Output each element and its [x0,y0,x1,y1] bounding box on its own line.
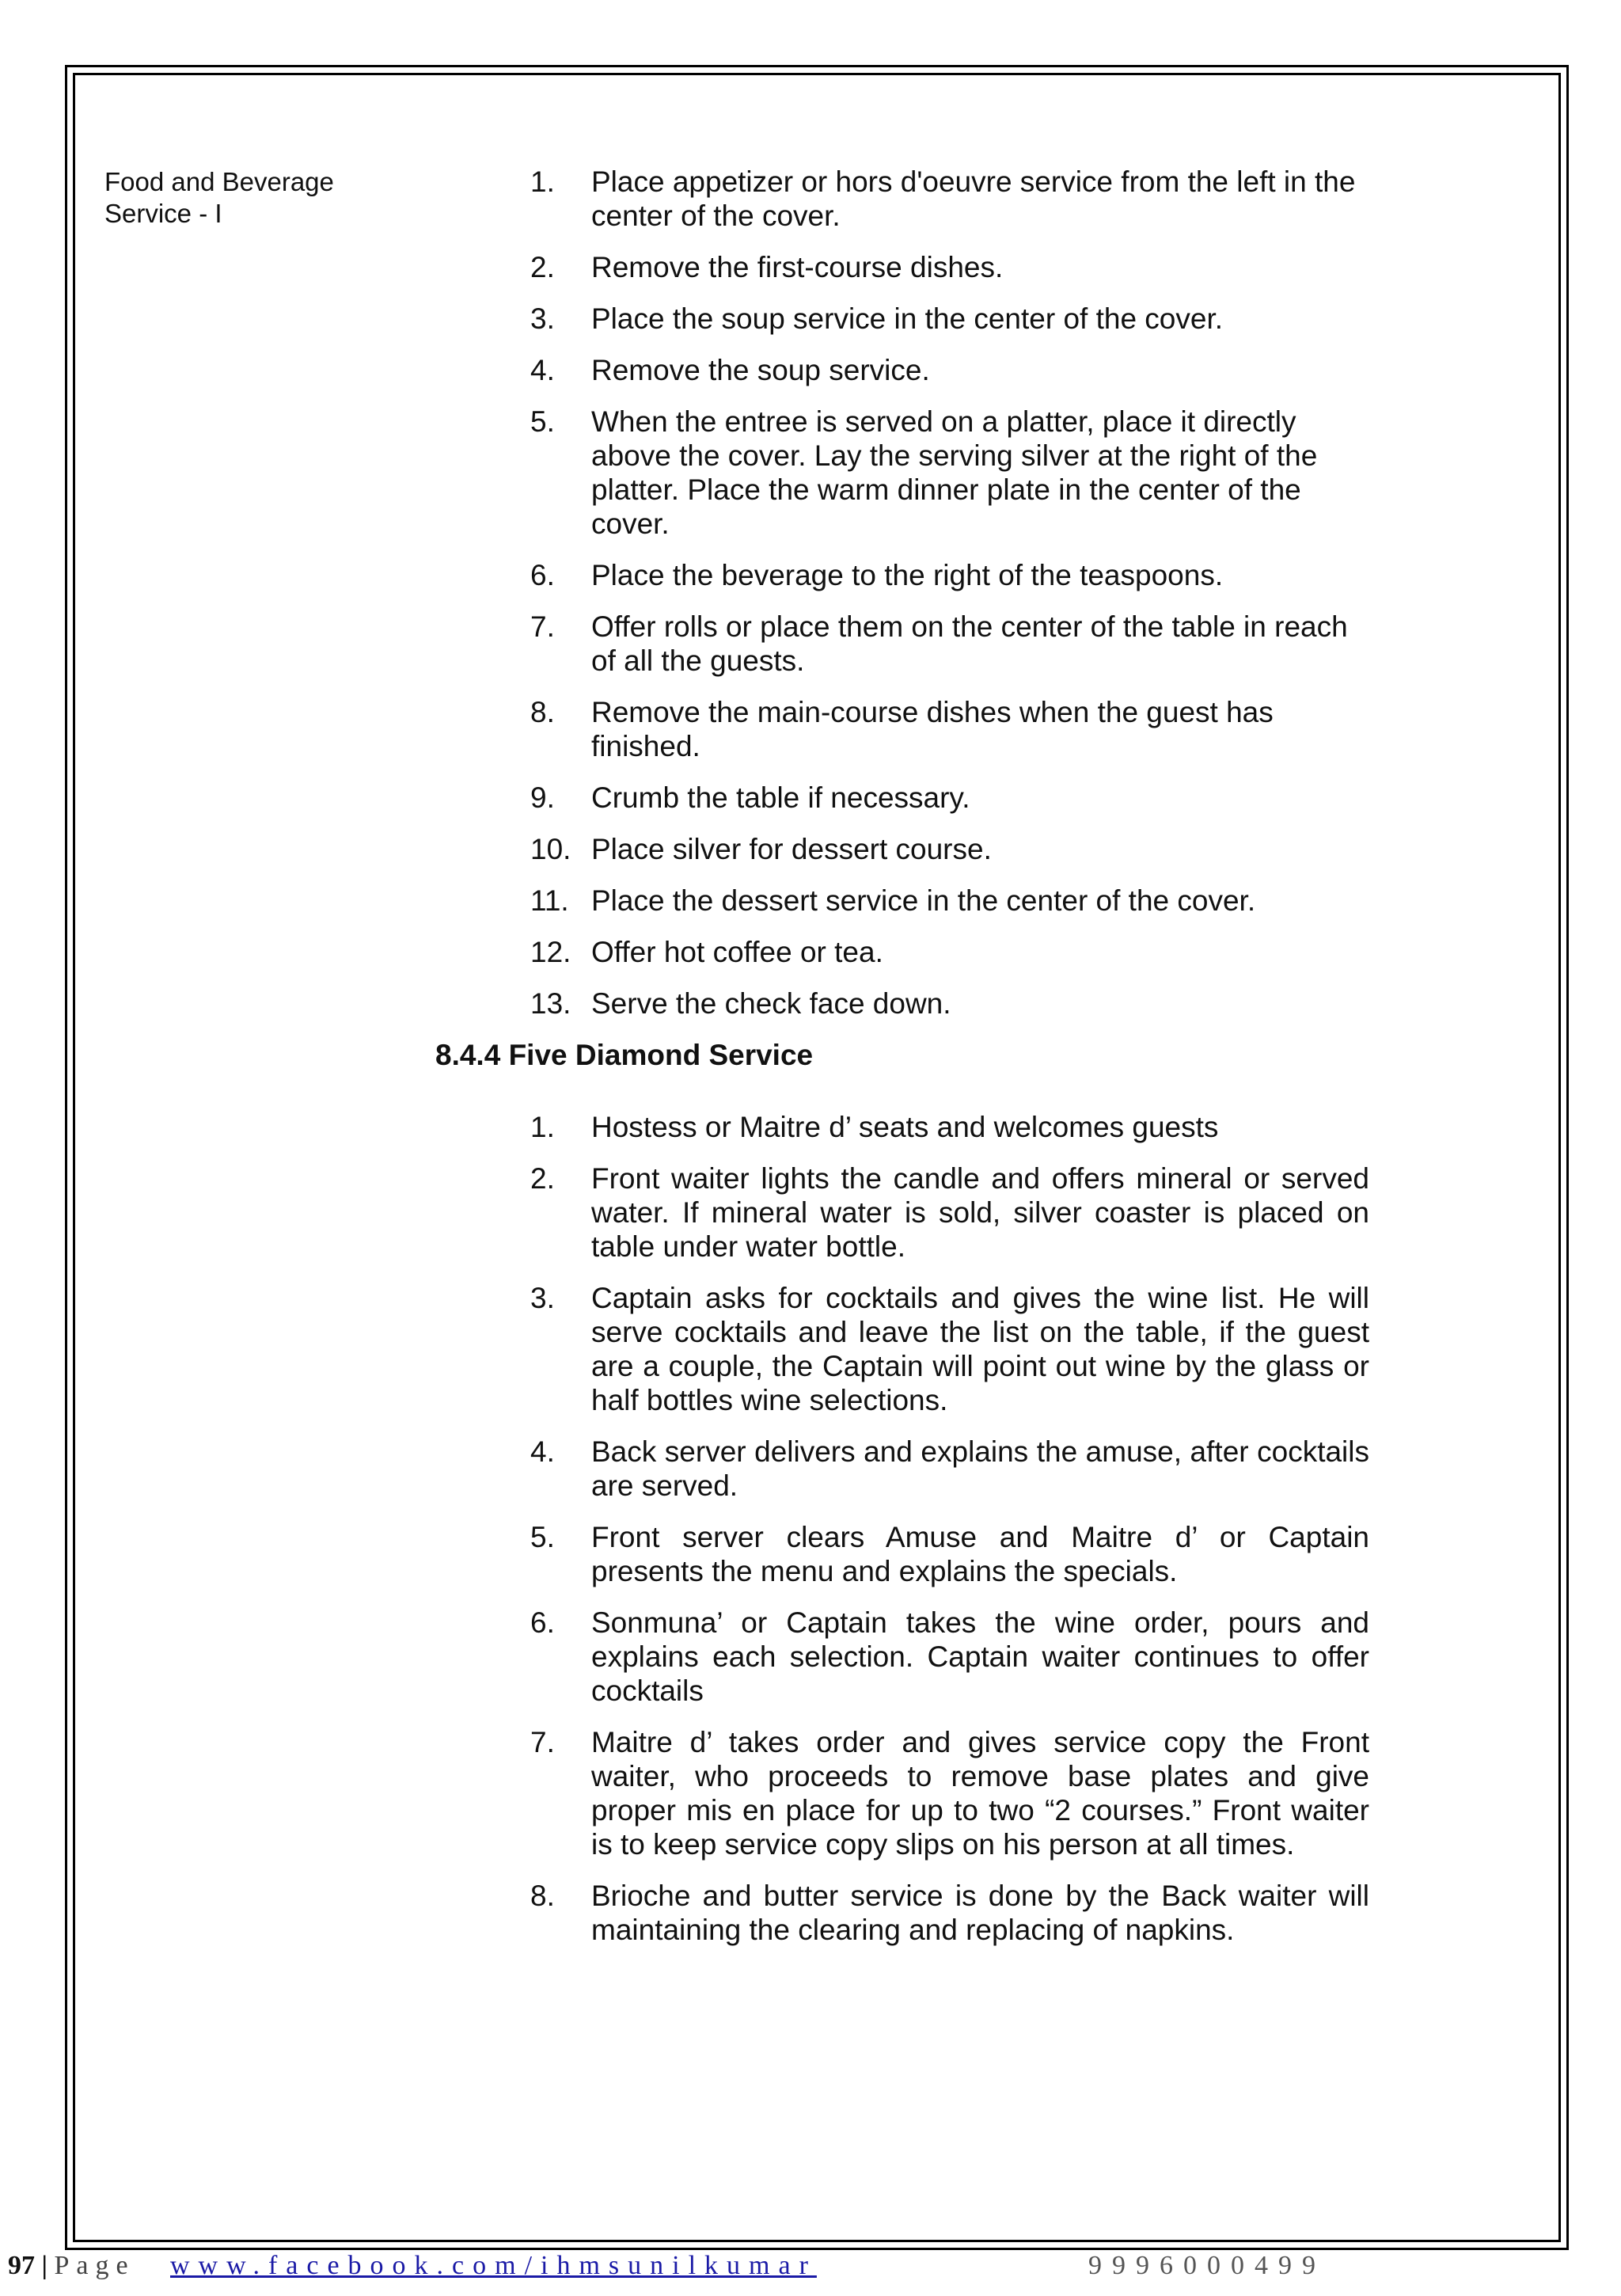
list-item-number: 8. [530,696,555,728]
list-item [435,558,1369,592]
list-item-text: Hostess or Maitre d’ seats and welcomes guests [591,1111,1219,1143]
list-item-number: 2. [530,1162,555,1195]
list-item-text: Maitre d’ takes order and gives service copy the Front waiter, who proceeds to remove base plates and give proper mis en place for up to two “2 courses.” Front waiter is to keep service copy slips on his person at all times. [591,1726,1369,1861]
list-item [435,1725,1369,1861]
service-steps-list [435,165,1369,1021]
list-item [435,405,1369,541]
list-item [435,250,1369,284]
running-header-line-1: Food and Beverage [104,167,334,196]
list-item [435,986,1369,1021]
running-header [104,166,334,230]
phone-number: 9996000499 [1088,2251,1326,2280]
list-item [435,302,1369,336]
list-item-text: Back server delivers and explains the amuse, after cocktails are served. [591,1435,1369,1502]
list-item-number: 4. [530,1435,555,1468]
list-item-number: 4. [530,354,555,386]
list-item [435,1281,1369,1417]
list-item [435,1879,1369,1947]
list-item-number: 11. [530,884,569,917]
list-item-text: Remove the soup service. [591,354,930,386]
list-item-text: Remove the main-course dishes when the guest has finished. [591,696,1274,762]
list-item-number: 5. [530,405,555,438]
main-content [435,165,1369,1964]
page-number: 97 [8,2251,35,2280]
list-item-text: Crumb the table if necessary. [591,781,970,814]
list-item-number: 3. [530,302,555,335]
list-item [435,1110,1369,1144]
list-item-number: 2. [530,251,555,283]
list-item-text: Place the beverage to the right of the teaspoons. [591,559,1224,591]
list-item-text: Place the soup service in the center of the cover. [591,302,1224,335]
list-item-text: Place appetizer or hors d'oeuvre service from the left in the center of the cover. [591,165,1356,232]
list-item [435,1606,1369,1708]
list-item-number: 6. [530,1606,555,1639]
list-item-text: Front server clears Amuse and Maitre d’ or Captain presents the menu and explains the specials. [591,1521,1369,1587]
page-label: Page [54,2251,135,2280]
list-item-text: Place silver for dessert course. [591,833,992,865]
list-item [435,165,1369,233]
page-footer [8,2247,1607,2285]
list-item [435,610,1369,678]
facebook-link[interactable]: www.facebook.com/ihmsunilkumar [170,2251,817,2280]
list-item-text: Remove the first-course dishes. [591,251,1004,283]
list-item-number: 6. [530,559,555,591]
list-item-number: 12. [530,936,571,968]
list-item-number: 1. [530,165,555,198]
list-item-number: 1. [530,1111,555,1143]
list-item [435,935,1369,969]
list-item [435,1161,1369,1264]
list-item [435,695,1369,763]
list-item-number: 10. [530,833,571,865]
list-item-text: Place the dessert service in the center of the cover. [591,884,1256,917]
list-item-text: Offer hot coffee or tea. [591,936,883,968]
list-item [435,1435,1369,1503]
list-item-text: Serve the check face down. [591,987,951,1020]
list-item-number: 13. [530,987,571,1020]
list-item [435,1520,1369,1588]
list-item-number: 3. [530,1282,555,1314]
list-item [435,832,1369,866]
list-item [435,353,1369,387]
footer-separator: | [41,2251,47,2280]
list-item [435,781,1369,815]
five-diamond-steps-list [435,1110,1369,1947]
list-item-number: 9. [530,781,555,814]
list-item-number: 8. [530,1880,555,1912]
list-item-text: Front waiter lights the candle and offers mineral or served water. If mineral water is sold, silver coaster is placed on table under water bottle. [591,1162,1369,1263]
list-item [435,884,1369,918]
list-item-text: Offer rolls or place them on the center of the table in reach of all the guests. [591,610,1348,677]
running-header-line-2: Service - I [104,199,222,228]
list-item-text: Brioche and butter service is done by the Back waiter will maintaining the clearing and replacing of napkins. [591,1880,1369,1946]
list-item-text: When the entree is served on a platter, place it directly above the cover. Lay the serving silver at the right of the platter. Place the warm dinner plate in the center of the cover. [591,405,1318,540]
list-item-number: 7. [530,1726,555,1758]
list-item-text: Captain asks for cocktails and gives the wine list. He will serve cocktails and leave the list on the table, if the guest are a couple, the Captain will point out wine by the glass or half bottles wine selections. [591,1282,1369,1416]
list-item-number: 5. [530,1521,555,1553]
list-item-number: 7. [530,610,555,643]
list-item-text: Sonmuna’ or Captain takes the wine order, pours and explains each selection. Captain waiter continues to offer cocktails [591,1606,1369,1707]
section-heading: 8.4.4 Five Diamond Service [435,1039,814,1071]
